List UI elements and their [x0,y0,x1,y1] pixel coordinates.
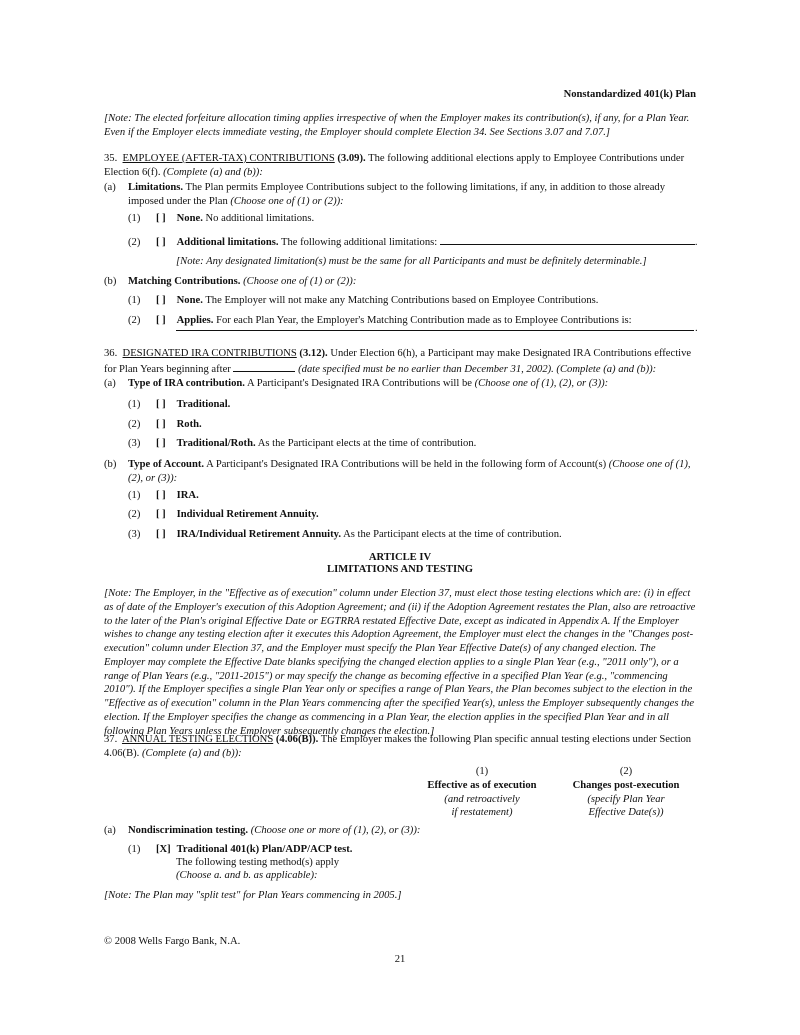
s35-b2-title: Applies. [176,315,214,326]
s36-b1-checkbox[interactable]: [ ] [156,490,166,501]
s37-a1-line3: (Choose a. and b. as applicable): [176,870,318,881]
s35-b2-blank[interactable] [176,320,694,331]
column-2-sub2: Effective Date(s)) [588,807,664,819]
copyright: © 2008 Wells Fargo Bank, N.A. [104,936,241,947]
s35-a-label: (a) [104,182,116,193]
s35-b1-num: (1) [128,295,141,306]
section-36-heading [104,347,696,377]
section-37-instruction: (Complete (a) and (b)): [141,747,242,759]
s36-b-text [128,458,696,486]
article-title: LIMITATIONS AND TESTING [327,564,473,575]
s37-a-title: Nondiscrimination testing. [128,825,249,836]
s36-b-body: A Participant's Designated IRA Contributions will be held in the following form of Account(s) [206,459,607,470]
section-36-intro: Under Election 6(h), a Participant may make Designated IRA Contributions effective for Plan Years beginning after [104,348,692,375]
section-36-instruction: (date specified must be no earlier than December 31, 2002). (Complete (a) and (b)): [298,363,657,375]
s37-a1-title: Traditional 401(k) Plan/ADP/ACP test. [176,844,353,855]
s35-a1-title: None. [176,213,203,224]
s36-a-label: (a) [104,378,116,389]
s37-a1-num: (1) [128,844,141,855]
s37-a-instruction: (Choose one or more of (1), (2), or (3)): [250,825,421,836]
section-35-intro: The following additional elections apply to Employee Contributions under Election 6(f). [104,153,685,178]
page-number: 21 [394,954,406,965]
section-37-title: ANNUAL TESTING ELECTIONS [121,734,274,745]
s35-b1-text: The Employer will not make any Matching Contributions based on Employee Contributions. [205,295,599,306]
s35-a1-text: No additional limitations. [205,213,315,224]
section-35-instruction: (Complete (a) and (b)): [163,166,263,178]
section-35-heading [104,152,696,180]
s37-a1-checkbox[interactable]: [X] [156,844,171,855]
column-2-sub1: (specify Plan Year [587,793,665,805]
s36-a2-checkbox[interactable]: [ ] [156,419,166,430]
s35-a2-checkbox[interactable]: [ ] [156,237,166,248]
s35-b1-title: None. [176,295,203,306]
s35-b-label: (b) [104,276,117,287]
s35-b-title: Matching Contributions. [128,276,241,287]
s36-a1-checkbox[interactable]: [ ] [156,399,166,410]
s36-date-blank[interactable] [233,361,295,372]
s36-a2-num: (2) [128,419,141,430]
section-37-ref: (4.06(B)). [275,734,319,745]
column-2-title: Changes post-execution [572,779,680,791]
s35-a-body: The Plan permits Employee Contributions subject to the following limitations, if any, in addition to those already imposed under the Plan [128,182,666,207]
s37-a-label: (a) [104,825,116,836]
s36-b1-title: IRA. [176,490,199,501]
column-1-sub1: (and retroactively [444,793,520,805]
s36-b-title: Type of Account. [128,459,205,470]
s36-a1-option[interactable] [128,398,230,412]
s36-a3-text: As the Participant elects at the time of contribution. [257,438,477,449]
s36-b2-title: Individual Retirement Annuity. [176,509,319,520]
s36-b3-num: (3) [128,529,141,540]
section-37-heading [104,733,696,761]
s36-a1-num: (1) [128,399,141,410]
s36-b2-checkbox[interactable]: [ ] [156,509,166,520]
s36-a-body: A Participant's Designated IRA Contributions will be [247,378,472,389]
s35-a-title: Limitations. [128,182,184,193]
s35-b2-checkbox[interactable]: [ ] [156,315,166,326]
section-36-title: DESIGNATED IRA CONTRIBUTIONS [122,348,297,359]
s35-a2-num: (2) [128,237,141,248]
section-35-number: 35. [104,153,118,164]
section-36-number: 36. [104,348,118,359]
column-1-header [412,765,552,820]
s36-b3-checkbox[interactable]: [ ] [156,529,166,540]
s36-a1-title: Traditional. [176,399,231,410]
s36-b1-num: (1) [128,490,141,501]
column-2-number: (2) [619,766,633,777]
s36-a-title: Type of IRA contribution. [128,378,245,389]
s36-a3-num: (3) [128,438,141,449]
s35-a2-option[interactable]: (2) [ ] Additional limitations. The following additional limitations: . [128,234,700,250]
column-1-title: Effective as of execution [427,779,537,791]
s35-a1-num: (1) [128,213,141,224]
s36-b-label: (b) [104,459,117,470]
s35-b1-checkbox[interactable]: [ ] [156,295,166,306]
s36-b2-option[interactable] [128,508,319,522]
s35-a1-checkbox[interactable]: [ ] [156,213,166,224]
s36-b3-title: IRA/Individual Retirement Annuity. [176,529,341,540]
s37-a-text [128,824,420,838]
s36-b2-num: (2) [128,509,141,520]
testing-election-note: [Note: The Employer, in the "Effective as of execution" column under Election 37, must elect those testing elections which are: (i) in effect as of date of the Employer's execution of this Adoption Agreement; and (ii) if the Adoption Agreement restates the Plan, also are retroactive to the later of the Plan's original Effective Date or EGTRRA restated Effective Date, except as indicated in Appendix A. If the Employer wishes to change any testing election after it executes this Adoption Agreement, the Employer must elect the changes in the "Changes post-execution" column under Election 37, and the Employer must specify the Plan Year Effective Date(s) of any changed election. The Employer may complete the Effective Date blanks specifying the changed election applies to a single Plan Year (e.g., "2011 only"), or a range of Plan Years (e.g., "2011-2015") or may specify the change as becoming effective in a specified Plan Year (e.g., "commencing 2010"). If the Employer specifies a single Plan Year only or specifies a range of Plan Years, the Plan becomes subject to the election in the "Effective as of execution" column in the Plan Years commencing after the specified Year(s), unless the Employer subsequently changes the election. If the Employer specifies the change as commencing in a Plan Year, the election applies in the specified Plan Year and in all following Plan Years unless the Employer subsequently changes the election.] [104,588,696,737]
s36-b3-text: As the Participant elects at the time of contribution. [343,529,562,540]
s36-b1-option[interactable] [128,489,199,503]
s35-a2-text: The following additional limitations: [280,237,438,248]
s37-a1-option[interactable] [128,843,352,857]
s35-b2-num: (2) [128,315,141,326]
s35-b1-option[interactable] [128,294,598,308]
s35-a2-title: Additional limitations. [176,237,279,248]
forfeiture-note: [Note: The elected forfeiture allocation timing applies irrespective of when the Employer makes its contribution(s), if any, for a Plan Year. Even if the Employer elects immediate vesting, the Employer should complete Election 34. See Sections 3.07 and 7.07.] [104,113,690,138]
column-1-number: (1) [475,766,489,777]
s36-a-text [128,377,696,391]
s36-a2-title: Roth. [176,419,202,430]
s37-a1-line2: The following testing method(s) apply [176,857,339,868]
column-1-sub2: if restatement) [451,807,513,819]
s35-a-instruction: (Choose one of (1) or (2)): [230,195,344,207]
s35-a-text [128,181,696,209]
s35-a2-blank[interactable] [440,234,695,245]
s36-a3-option[interactable] [128,437,476,451]
s35-b2-text: For each Plan Year, the Employer's Matching Contribution made as to Employee Contributions is: [216,315,632,326]
s35-a-note: [Note: Any designated limitation(s) must be the same for all Participants and must be definitely determinable.] [176,256,647,267]
s35-a1-option[interactable] [128,212,314,226]
s36-a2-option[interactable] [128,418,202,432]
s35-b-text [128,275,356,289]
section-36-ref: (3.12). [299,348,328,359]
article-number: ARTICLE IV [368,552,432,563]
section-35-title: EMPLOYEE (AFTER-TAX) CONTRIBUTIONS [122,153,335,164]
page-header: Nonstandardized 401(k) Plan [563,89,696,100]
s36-b3-option[interactable] [128,528,562,542]
s36-b-instruction: (Choose one of (1), (2), or (3)): [128,459,691,484]
section-35-ref: (3.09). [337,153,366,164]
column-2-header [556,765,696,820]
s35-b2-period: . [695,323,698,334]
s36-a3-title: Traditional/Roth. [176,438,256,449]
split-test-note: [Note: The Plan may "split test" for Plan Years commencing in 2005.] [104,890,402,901]
s36-a-instruction: (Choose one of (1), (2), or (3)): [474,378,609,389]
section-37-intro: The Employer makes the following Plan specific annual testing elections under Section 4.06(B). [104,734,692,759]
section-37-number: 37. [104,734,118,745]
s35-b-instruction: (Choose one of (1) or (2)): [243,276,357,287]
s36-a3-checkbox[interactable]: [ ] [156,438,166,449]
